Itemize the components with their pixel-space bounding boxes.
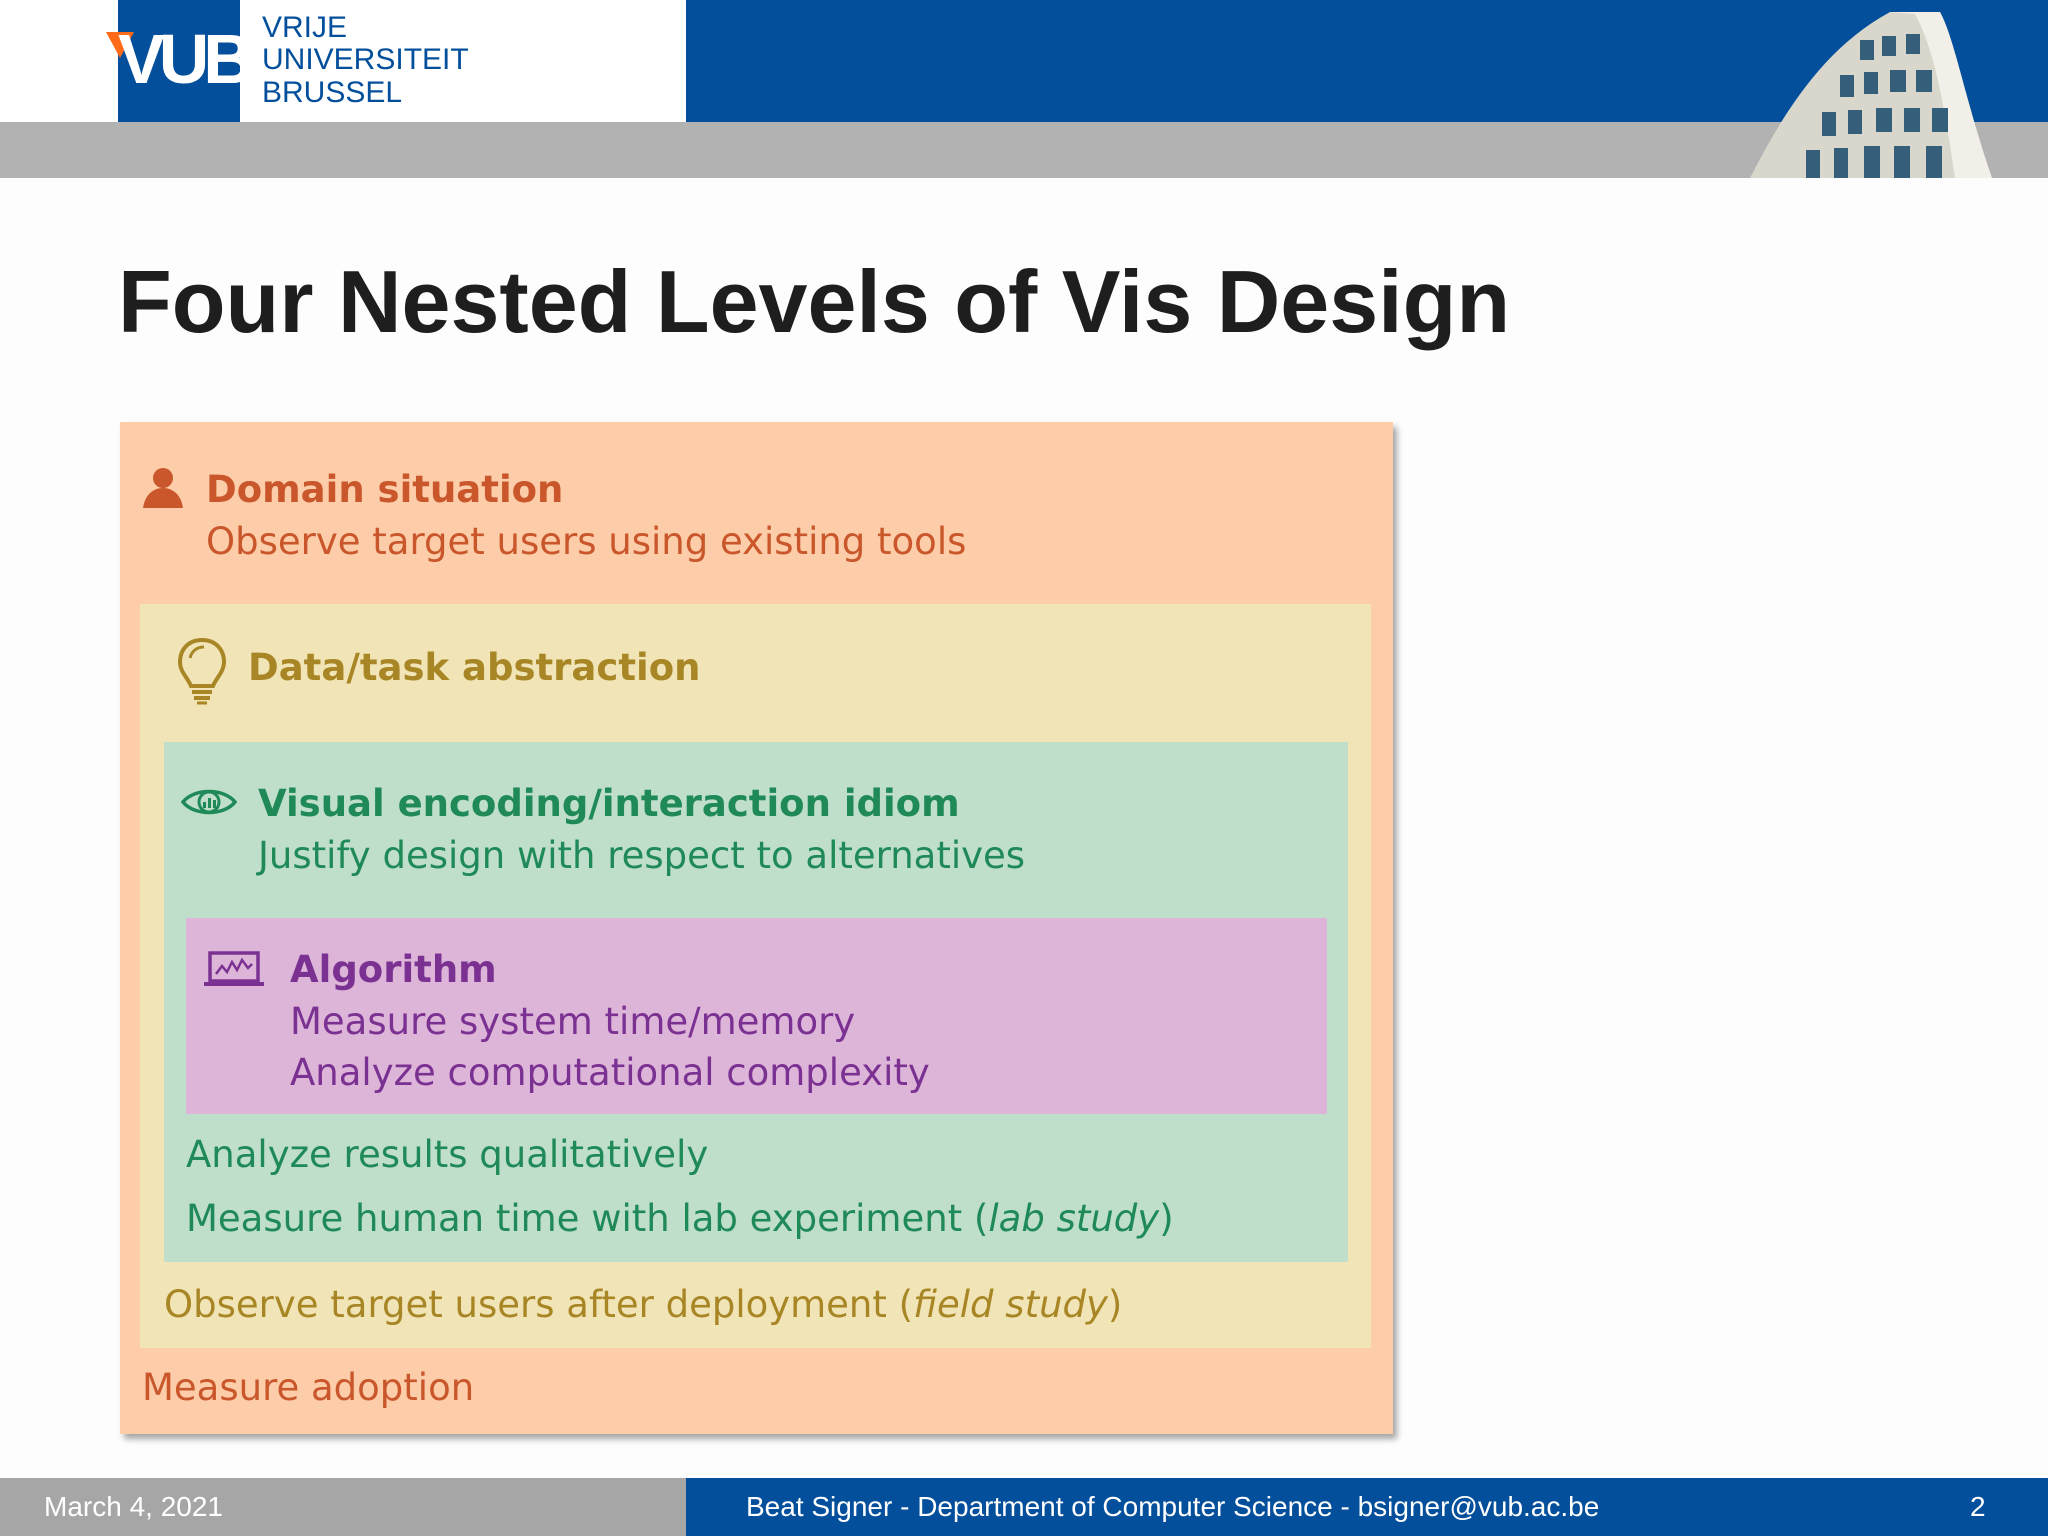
- algorithm-line-1: Measure system time/memory: [290, 1000, 856, 1043]
- university-line-2: UNIVERSITEIT: [262, 43, 469, 76]
- encoding-line: Justify design with respect to alternatives: [258, 834, 1026, 877]
- domain-line: Observe target users using existing tools: [206, 520, 967, 563]
- university-line-3: BRUSSEL: [262, 76, 403, 109]
- encoding-bottom-suffix: ): [1159, 1197, 1174, 1240]
- encoding-bottom-line-2: [186, 1197, 1174, 1241]
- logo-text: VUB: [118, 20, 248, 98]
- eye-icon: [180, 784, 238, 820]
- abstraction-bottom-prefix: Observe target users after deployment (: [164, 1283, 914, 1326]
- building-photo: [1740, 0, 2000, 178]
- abstraction-bottom-suffix: ): [1107, 1283, 1123, 1326]
- slide-title: Four Nested Levels of Vis Design: [118, 252, 1511, 351]
- field-study-text: field study: [913, 1283, 1108, 1326]
- domain-heading: Domain situation: [206, 468, 564, 511]
- laptop-chart-icon: [202, 950, 266, 988]
- footer-author: Beat Signer - Department of Computer Science - bsigner@vub.ac.be: [746, 1491, 1600, 1522]
- page-number: 2: [1970, 1491, 1986, 1522]
- footer-date: March 4, 2021: [44, 1491, 223, 1522]
- university-line-1: VRIJE: [262, 11, 348, 44]
- algorithm-heading: Algorithm: [290, 948, 497, 991]
- lab-study-text: lab study: [988, 1197, 1160, 1240]
- encoding-bottom-line-1: Analyze results qualitatively: [186, 1133, 709, 1176]
- algorithm-line-2: Analyze computational complexity: [290, 1051, 930, 1094]
- person-icon: [140, 466, 186, 510]
- encoding-heading: Visual encoding/interaction idiom: [258, 782, 960, 825]
- encoding-bottom-prefix: Measure human time with lab experiment (: [186, 1197, 989, 1240]
- domain-bottom-line: Measure adoption: [142, 1366, 475, 1409]
- abstraction-heading: Data/task abstraction: [248, 646, 701, 689]
- abstraction-bottom-line: [164, 1283, 1122, 1327]
- lightbulb-icon: [176, 636, 228, 706]
